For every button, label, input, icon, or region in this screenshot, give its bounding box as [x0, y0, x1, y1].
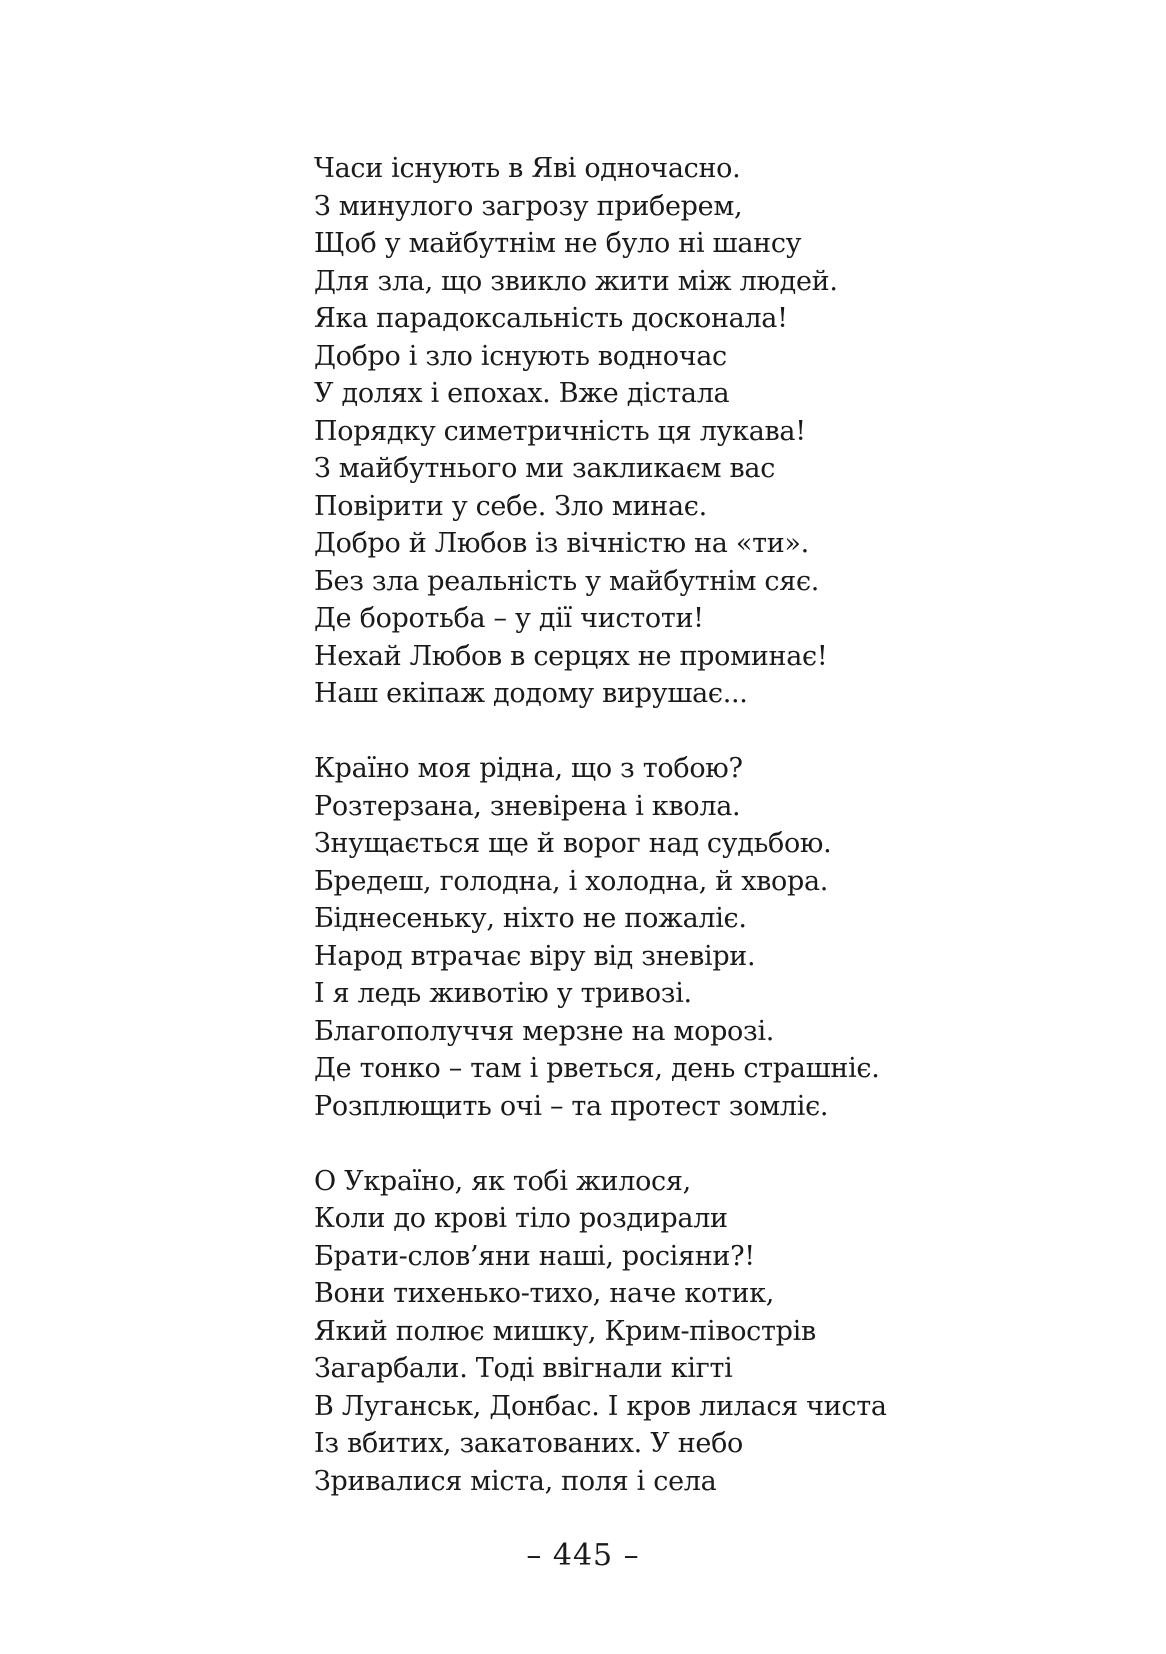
poem-line: Повірити у себе. Зло минає. [314, 490, 707, 522]
poem-line: Наш екіпаж додому вирушає... [314, 678, 748, 709]
poem-line: Благополуччя мерзне на морозі. [314, 1015, 775, 1047]
poem-line: У долях і епохах. Вже дістала [314, 378, 730, 409]
poem-line: Порядку симетричність ця лукава! [314, 415, 806, 447]
poem-line: Яка парадоксальність досконала! [314, 303, 788, 334]
poem-line: З майбутнього ми закликаєм вас [314, 453, 776, 484]
page-number: – 445 – [526, 1538, 640, 1573]
stanza-2 [314, 750, 1014, 1125]
poem-line: Знущається ще й ворог над судьбою. [314, 828, 832, 859]
poem-line: Де тонко – там і рветься, день страшніє. [314, 1053, 880, 1084]
poem-line: З минулого загрозу приберем, [314, 190, 743, 222]
poem-line: Нехай Любов в серцях не проминає! [314, 640, 828, 672]
poem-line: Без зла реальність у майбутнім сяє. [314, 565, 820, 597]
poem-line: Бредеш, голодна, і холодна, й хвора. [314, 865, 829, 897]
poem-line: Який полює мишку, Крим-півострів [314, 1315, 816, 1347]
poem-line: Зривалися міста, поля і села [314, 1465, 717, 1497]
poem-line: Добро і зло існують водночас [314, 340, 727, 372]
poem-text [314, 150, 1014, 1500]
poem-line: О Україно, як тобі жилося, [314, 1165, 691, 1197]
poem-line: І я ледь животію у тривозі. [314, 978, 692, 1009]
poem-line: Щоб у майбутнім не було ні шансу [314, 228, 802, 259]
poem-line: Брати-слов’яни наші, росіяни?! [314, 1240, 755, 1272]
poem-line: Де боротьба – у дії чистоти! [314, 603, 704, 634]
poem-line: В Луганськ, Донбас. І кров лилася чиста [314, 1390, 887, 1422]
poem-line: Біднесеньку, ніхто не пожаліє. [314, 903, 747, 934]
poem-line: Із вбитих, закатованих. У небо [314, 1428, 743, 1459]
poem-line: Країно моя рідна, що з тобою? [314, 753, 743, 784]
poem-line: Розтерзана, зневірена і квола. [314, 790, 741, 822]
poem-line: Добро й Любов із вічністю на «ти». [314, 528, 809, 559]
poem-line: Часи існують в Яві одночасно. [314, 153, 741, 184]
stanza-3 [314, 1163, 1014, 1501]
poem-line: Коли до крові тіло роздирали [314, 1203, 728, 1234]
stanza-1 [314, 150, 1014, 713]
poem-line: Народ втрачає віру від зневіри. [314, 940, 756, 972]
poem-line: Розплющить очі – та протест зомліє. [314, 1090, 829, 1122]
poem-line: Загарбали. Тоді ввігнали кігті [314, 1353, 733, 1384]
poem-line: Вони тихенько-тихо, наче котик, [314, 1278, 775, 1309]
poem-line: Для зла, що звикло жити між людей. [314, 265, 838, 297]
